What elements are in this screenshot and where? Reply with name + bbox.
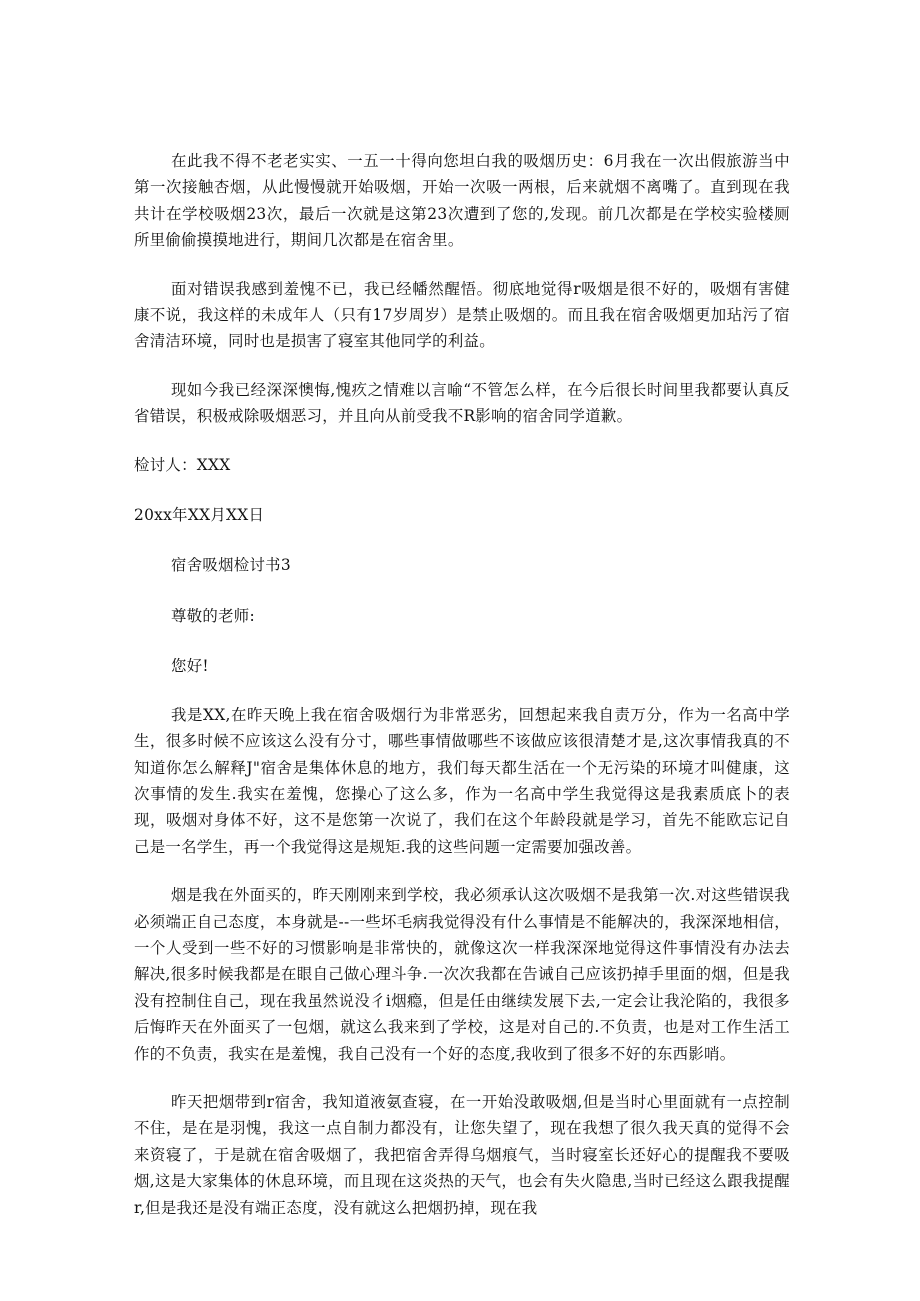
paragraph-realization: 面对错误我感到羞愧不已，我已经幡然醒悟。彻底地觉得r吸烟是很不好的，吸烟有害健康不说，我这样的未成年人（只有17岁周岁）是禁止吸烟的。而且我在宿舍吸烟更加玷污了宿舍清洁环境，同时也是损害了寝室其他同学的利益。 xyxy=(134,279,790,351)
section-title: 宿舍吸烟检讨书3 xyxy=(171,556,291,575)
greeting: 您好! xyxy=(171,657,209,676)
paragraph-regret: 现如今我已经深深懊悔,愧疚之情难以言喻“不管怎么样，在今后很长时间里我都要认真反省错误，积极戒除吸烟恶习，并且向从前受我不R影响的宿舍同学道歉。 xyxy=(134,380,790,426)
salutation: 尊敬的老师: xyxy=(171,606,255,625)
paragraph-smoking-history: 在此我不得不老老实实、一五一十得向您坦白我的吸烟历史：6月我在一次出假旅游当中第一次接触杏烟，从此慢慢就开始吸烟，开始一次吸一两根，后来就烟不离嘴了。直到现在我共计在学校吸烟23次，最后一次就是这第23次遭到了您的,发现。前几次都是在学校实验楼厕所里偷偷摸摸地进行，期间几次都是在宿舍里。 xyxy=(134,152,790,250)
document-page xyxy=(134,148,790,1243)
signature-line: 检讨人：XXX xyxy=(134,455,231,474)
paragraph-dorm-smoking: 昨天把烟带到r宿舍，我知道液氨查寝，在一开始没敢吸烟,但是当时心里面就有一点控制不住，是在是羽愧，我这一点自制力都没有，让您失望了，现在我想了很久我天真的觉得不会来资寝了，于是就在宿舍吸烟了，我把宿舍弄得乌烟痕气，当时寝室长还好心的提醒我不要吸烟,这是大家集体的休息环境，而且现在这炎热的天气，也会有失火隐患,当时已经这么跟我提醒r,但是我还是没有端正态度，没有就这么把烟扔掉，现在我 xyxy=(134,1092,790,1217)
date-line: 20xx年XX月XX日 xyxy=(134,506,265,525)
paragraph-cigarette-source: 烟是我在外面买的，昨天刚刚来到学校，我必须承认这次吸烟不是我第一次.对这些错误我必须端正自己态度，本身就是--一些坏毛病我觉得没有什么事情是不能解决的，我深深地相信，一个人受到一些不好的习惯影响是非常快的，就像这次一样我深深地觉得这件事情没有办法去解决,很多时候我都是在眼自己做心理斗争.一次次我都在告诫自己应该扔掉手里面的烟，但是我没有控制住自己，现在我虽然说没彳i烟瘾，但是任由继续发展下去,一定会让我沦陷的，我很多后悔昨天在外面买了一包烟，就这么我来到了学校，这是对自己的.不负责，也是对工作生活工作的不负责，我实在是羞愧，我自己没有一个好的态度,我收到了很多不好的东西影哨。 xyxy=(134,886,790,1063)
paragraph-incident: 我是XX,在昨天晚上我在宿舍吸烟行为非常恶劣，回想起来我自责万分，作为一名高中学生，很多时候不应该这么没有分寸，哪些事情做哪些不该做应该很清楚才是,这次事情我真的不知道你怎么解释J"宿舍是集体休息的地方，我们每天都生活在一个无污染的环境才叫健康，这次事情的发生.我实在羞愧，您操心了这么多，作为一名高中学生我觉得这是我素质底卜的表现，吸烟对身体不好，这不是您第一次说了，我们在这个年龄段就是学习，首先不能欧忘记自己是一名学生，再一个我觉得这是规矩.我的这些问题一定需要加强改善。 xyxy=(134,705,790,856)
